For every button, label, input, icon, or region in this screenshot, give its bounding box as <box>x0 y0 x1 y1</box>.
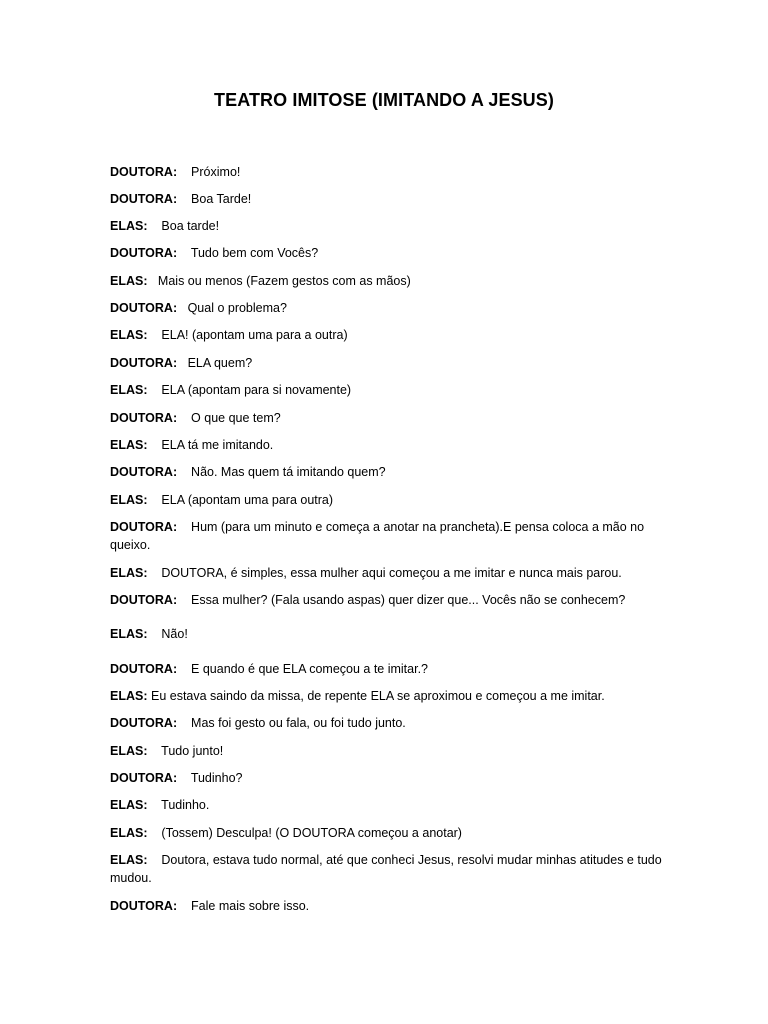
line-text: ELA tá me imitando. <box>161 438 274 452</box>
speaker-gap <box>177 593 191 607</box>
dialogue-line <box>110 244 670 262</box>
line-text: Boa Tarde! <box>191 192 252 206</box>
line-text: Tudo junto! <box>161 744 224 758</box>
dialogue-line <box>110 851 670 887</box>
speaker-label: ELAS: <box>110 566 148 580</box>
dialogue-line <box>110 769 670 787</box>
dialogue-line <box>110 591 670 609</box>
speaker-label: DOUTORA: <box>110 593 178 607</box>
line-text: E quando é que ELA começou a te imitar.? <box>191 662 429 676</box>
dialogue-line <box>110 687 670 705</box>
speaker-gap <box>177 356 187 370</box>
speaker-gap <box>148 493 162 507</box>
line-text: DOUTORA, é simples, essa mulher aqui começou a me imitar e nunca mais parou. <box>161 566 622 580</box>
speaker-label: DOUTORA: <box>110 662 178 676</box>
speaker-label: ELAS: <box>110 853 148 867</box>
speaker-label: ELAS: <box>110 219 148 233</box>
dialogue-line <box>110 491 670 509</box>
speaker-label: DOUTORA: <box>110 465 178 479</box>
dialogue-line <box>110 742 670 760</box>
dialogue-line <box>110 381 670 399</box>
line-text: Tudo bem com Vocês? <box>190 246 319 260</box>
speaker-gap <box>177 411 191 425</box>
speaker-label: DOUTORA: <box>110 192 178 206</box>
speaker-label: ELAS: <box>110 383 148 397</box>
line-text: Essa mulher? (Fala usando aspas) quer dizer que... Vocês não se conhecem? <box>191 593 626 607</box>
speaker-label: DOUTORA: <box>110 411 178 425</box>
dialogue-line <box>110 625 670 643</box>
line-text: Boa tarde! <box>161 219 220 233</box>
speaker-label: ELAS: <box>110 744 148 758</box>
speaker-gap <box>177 165 191 179</box>
line-text: ELA (apontam para si novamente) <box>161 383 352 397</box>
speaker-gap <box>148 274 158 288</box>
speaker-gap <box>177 662 191 676</box>
line-text: Mais ou menos (Fazem gestos com as mãos) <box>157 274 411 288</box>
speaker-label: ELAS: <box>110 689 148 703</box>
dialogue-line <box>110 463 670 481</box>
speaker-gap <box>148 627 162 641</box>
line-text: Próximo! <box>191 165 241 179</box>
line-text: Fale mais sobre isso. <box>191 899 310 913</box>
dialogue-line <box>110 564 670 582</box>
dialogue-line <box>110 409 670 427</box>
speaker-label: DOUTORA: <box>110 716 178 730</box>
speaker-gap <box>177 246 191 260</box>
speaker-gap <box>148 744 162 758</box>
dialogue-line <box>110 824 670 842</box>
speaker-gap <box>148 438 162 452</box>
speaker-label: DOUTORA: <box>110 771 178 785</box>
dialogue-line <box>110 354 670 372</box>
speaker-gap <box>177 716 191 730</box>
speaker-label: ELAS: <box>110 328 148 342</box>
line-text: Não! <box>161 627 188 641</box>
line-text: Hum (para um minuto e começa a anotar na prancheta).E pensa coloca a mão no queixo. <box>110 520 645 552</box>
line-text: Qual o problema? <box>187 301 287 315</box>
dialogue-line <box>110 190 670 208</box>
line-text: Tudinho? <box>190 771 243 785</box>
page-title: TEATRO IMITOSE (IMITANDO A JESUS) <box>214 90 554 110</box>
speaker-gap <box>177 771 191 785</box>
dialogue-line <box>110 518 670 554</box>
line-text: Não. Mas quem tá imitando quem? <box>191 465 386 479</box>
speaker-gap <box>148 219 162 233</box>
line-text: Tudinho. <box>161 798 210 812</box>
speaker-gap <box>148 383 162 397</box>
dialogue-line <box>110 796 670 814</box>
dialogue-line <box>110 897 670 915</box>
speaker-label: DOUTORA: <box>110 246 178 260</box>
speaker-label: ELAS: <box>110 798 148 812</box>
speaker-gap <box>177 192 191 206</box>
speaker-label: DOUTORA: <box>110 165 178 179</box>
dialogue-line <box>110 163 670 181</box>
line-text: ELA quem? <box>187 356 253 370</box>
speaker-label: ELAS: <box>110 438 148 452</box>
speaker-label: ELAS: <box>110 627 148 641</box>
dialogue-line <box>110 714 670 732</box>
speaker-label: ELAS: <box>110 493 148 507</box>
line-text: Mas foi gesto ou fala, ou foi tudo junto. <box>191 716 406 730</box>
line-text: ELA (apontam uma para outra) <box>161 493 334 507</box>
speaker-label: ELAS: <box>110 826 148 840</box>
speaker-gap <box>148 566 162 580</box>
dialogue-line <box>110 217 670 235</box>
line-text: Eu estava saindo da missa, de repente ELA se aproximou e começou a me imitar. <box>150 689 605 703</box>
dialogue-line <box>110 436 670 454</box>
line-text: ELA! (apontam uma para a outra) <box>161 328 348 342</box>
line-text: (Tossem) Desculpa! (O DOUTORA começou a anotar) <box>161 826 462 840</box>
speaker-label: ELAS: <box>110 274 148 288</box>
speaker-gap <box>148 826 162 840</box>
dialogue-line <box>110 299 670 317</box>
dialogue-line <box>110 326 670 344</box>
speaker-gap <box>148 853 162 867</box>
speaker-label: DOUTORA: <box>110 356 178 370</box>
line-text: Doutora, estava tudo normal, até que conheci Jesus, resolvi mudar minhas atitudes e tudo mudou. <box>110 853 662 885</box>
speaker-gap <box>177 899 191 913</box>
speaker-gap <box>177 465 191 479</box>
speaker-label: DOUTORA: <box>110 520 178 534</box>
speaker-gap <box>177 520 191 534</box>
dialogue-line <box>110 272 670 290</box>
speaker-gap <box>148 328 162 342</box>
speaker-label: DOUTORA: <box>110 301 178 315</box>
speaker-gap <box>177 301 187 315</box>
dialogue-line <box>110 660 670 678</box>
speaker-gap <box>148 798 162 812</box>
speaker-label: DOUTORA: <box>110 899 178 913</box>
line-text: O que que tem? <box>191 411 281 425</box>
